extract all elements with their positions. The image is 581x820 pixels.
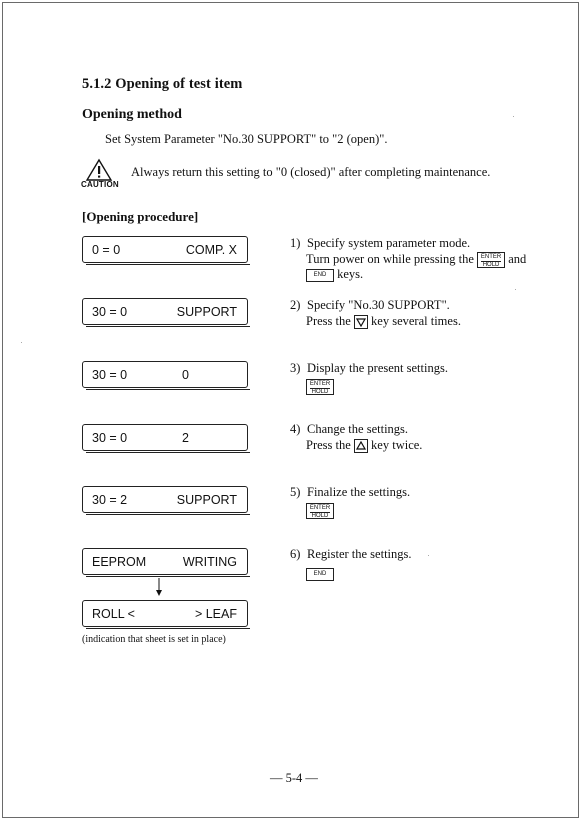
lcd-display-step-2: [82, 298, 248, 325]
step-number: 5): [290, 485, 301, 499]
scan-speck: [21, 342, 22, 343]
lcd-right-text: SUPPORT: [176, 493, 237, 507]
lcd-right-text: > LEAF: [194, 607, 237, 621]
key-label-top: ENTER: [309, 505, 331, 512]
lcd-left-text: 0 = 0: [92, 243, 121, 257]
step-1-title: [290, 236, 470, 251]
step-number: 6): [290, 547, 301, 561]
key-label-bottom: HOLD: [311, 389, 329, 396]
step-number: 3): [290, 361, 301, 375]
step-6-key: [306, 565, 334, 583]
step-text: and: [508, 252, 527, 266]
lcd-display-step-1: [82, 236, 248, 263]
key-label-top: ENTER: [480, 254, 502, 261]
step-number: 2): [290, 298, 301, 312]
down-arrow-icon: [156, 578, 162, 596]
lcd-left-text: EEPROM: [92, 555, 147, 569]
scan-speck: [515, 289, 516, 290]
step-1-body-line-2: [306, 267, 363, 282]
step-2-body: [306, 314, 461, 329]
step-text: Press the: [306, 438, 351, 452]
step-text: key twice.: [371, 438, 423, 452]
lcd-right-text: SUPPORT: [176, 305, 237, 319]
caution-label: CAUTION: [81, 180, 119, 189]
procedure-heading: [Opening procedure]: [82, 209, 199, 224]
lcd-left-text: 30 = 0: [92, 368, 128, 382]
opening-method-heading: Opening method: [82, 107, 182, 122]
step-title-text: Display the present settings.: [307, 361, 448, 375]
lcd-left-text: ROLL <: [92, 607, 135, 621]
step-number: 1): [290, 236, 301, 250]
lcd-left-text: 30 = 2: [92, 493, 128, 507]
lcd-right-text: COMP. X: [185, 243, 237, 257]
caution-text: Always return this setting to "0 (closed)" after completing maintenance.: [131, 165, 491, 179]
step-5-title: [290, 485, 410, 500]
document-page: [2, 2, 579, 818]
end-key-icon: [306, 568, 334, 581]
step-text: key several times.: [371, 314, 461, 328]
step-title-text: Specify "No.30 SUPPORT".: [307, 298, 450, 312]
lcd-display-step-6: [82, 548, 248, 575]
up-arrow-key-icon: [354, 439, 368, 453]
scan-speck: [428, 555, 429, 556]
lcd-left-text: 30 = 0: [92, 305, 128, 319]
step-3-key: [306, 378, 334, 396]
step-title-text: Register the settings.: [307, 547, 412, 561]
display-note: (indication that sheet is set in place): [82, 634, 226, 645]
step-4-title: [290, 422, 408, 437]
enter-hold-key-icon: [477, 252, 505, 268]
lcd-value-text: 0: [182, 368, 189, 382]
key-label-top: ENTER: [309, 381, 331, 388]
key-label: END: [313, 271, 327, 278]
lcd-display-sheet-set: [82, 600, 248, 627]
section-title: 5.1.2 Opening of test item: [82, 76, 243, 92]
step-title-text: Change the settings.: [307, 422, 409, 436]
step-6-title: [290, 547, 412, 562]
step-title-text: Specify system parameter mode.: [307, 236, 471, 250]
lcd-right-text: WRITING: [182, 555, 237, 569]
step-1-body-line-1: [306, 252, 526, 268]
down-arrow-key-icon: [354, 315, 368, 329]
step-text: keys.: [337, 267, 364, 281]
step-2-title: [290, 298, 450, 313]
end-key-icon: [306, 269, 334, 282]
step-number: 4): [290, 422, 301, 436]
lcd-display-step-5: [82, 486, 248, 513]
step-4-body: [306, 438, 422, 453]
lcd-left-text: 30 = 0: [92, 431, 128, 445]
lcd-display-step-4: [82, 424, 248, 451]
step-3-title: [290, 361, 448, 376]
enter-hold-key-icon: [306, 379, 334, 395]
lcd-value-text: 2: [182, 431, 189, 445]
scan-speck: [513, 116, 514, 117]
lcd-display-step-3: [82, 361, 248, 388]
step-text: Press the: [306, 314, 351, 328]
enter-hold-key-icon: [306, 503, 334, 519]
step-5-key: [306, 502, 334, 520]
step-title-text: Finalize the settings.: [307, 485, 411, 499]
key-label-bottom: HOLD: [482, 262, 500, 269]
step-text: Turn power on while pressing the: [306, 252, 474, 266]
page-number: — 5-4 —: [270, 771, 318, 785]
key-label: END: [313, 570, 327, 577]
key-label-bottom: HOLD: [311, 513, 329, 520]
opening-method-text: Set System Parameter "No.30 SUPPORT" to "2 (open)".: [105, 132, 388, 146]
